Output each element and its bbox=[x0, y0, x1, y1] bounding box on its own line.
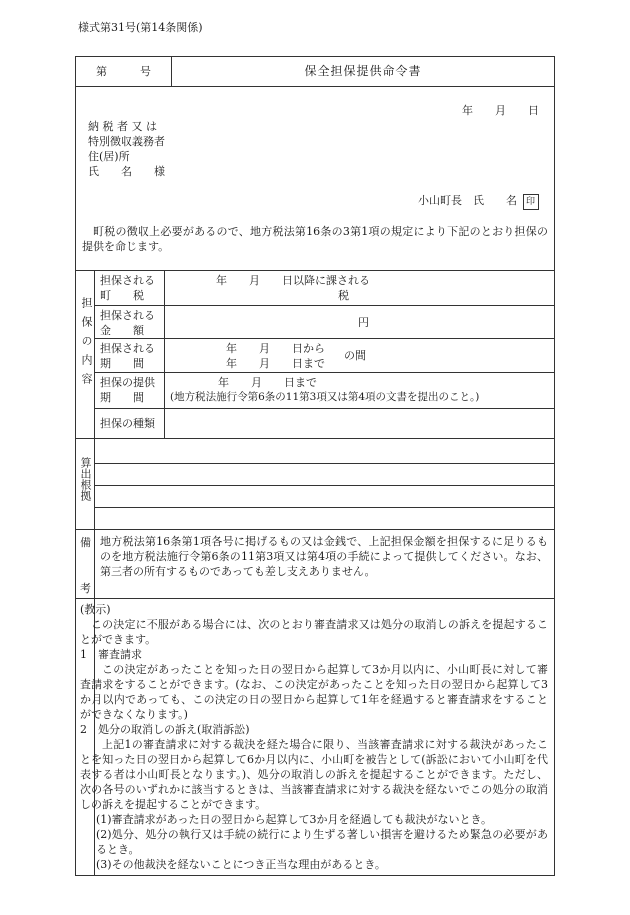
row1-label bbox=[100, 273, 155, 303]
row1-label-2: 町 税 bbox=[100, 289, 144, 302]
issuer-name: 小山町長 氏 名 bbox=[418, 194, 517, 207]
row4-value-1: 年 月 日まで bbox=[218, 376, 317, 389]
row2-label-2: 金 額 bbox=[100, 324, 144, 337]
row1-value-2: 税 bbox=[338, 289, 349, 302]
row4-label-2: 期 間 bbox=[100, 391, 144, 404]
row4-value-2: (地方税法施行令第6条の11第3項又は第4項の文書を提出のこと。) bbox=[170, 391, 480, 403]
content-side-label: 担保の内容 bbox=[80, 297, 93, 392]
addressee-block bbox=[88, 119, 165, 179]
form-number: 様式第31号(第14条関係) bbox=[78, 21, 203, 34]
seal-mark: 印 bbox=[523, 194, 539, 210]
instruction-heading: (教示) bbox=[80, 603, 111, 616]
row3-label bbox=[100, 341, 155, 371]
instruction-item2-title: 2 処分の取消しの訴え(取消訴訟) bbox=[80, 723, 250, 736]
row1-label-1: 担保される bbox=[100, 274, 155, 287]
row1-value-1: 年 月 日以降に課される bbox=[216, 274, 370, 287]
instruction-sub-3: (3)その他裁決を経ないことにつき正当な理由があるとき。 bbox=[96, 858, 386, 871]
row2-value: 円 bbox=[358, 316, 369, 329]
row3-suffix: の間 bbox=[344, 349, 366, 362]
row4-label-1: 担保の提供 bbox=[100, 376, 155, 389]
remarks-side-label-top: 備 bbox=[80, 536, 91, 549]
order-text: 町税の徴収上必要があるので、地方税法第16条の3第1項の規定により下記のとおり担保の提供を命じます。 bbox=[82, 225, 548, 253]
row2-label-1: 担保される bbox=[100, 309, 155, 322]
instruction-item1-text: この決定があったことを知った日の翌日から起算して3か月以内に、小山町長に対して審査請求をすることができます。(なお、この決定があったことを知った日の翌日から起算して3か月以内であっても、この決定の日の翌日から起算して1年を経過すると審査請求をすることができなくなります。) bbox=[80, 663, 548, 721]
row4-label bbox=[100, 375, 155, 405]
addressee-line-2: 特別徴収義務者 bbox=[88, 135, 165, 148]
document-title: 保全担保提供命令書 bbox=[304, 64, 422, 78]
calc-side-label: 算出根拠 bbox=[79, 457, 92, 501]
row3-value-1: 年 月 日から bbox=[226, 342, 325, 355]
number-label: 第 号 bbox=[96, 65, 151, 78]
instruction-sub-2: (2)処分、処分の執行又は手続の続行により生ずる著しい損害を避けるため緊急の必要があるとき。 bbox=[96, 828, 548, 856]
addressee-line-4: 氏 名 様 bbox=[88, 165, 165, 178]
document-frame bbox=[75, 56, 555, 876]
row3-value-2: 年 月 日まで bbox=[226, 357, 325, 370]
row5-label: 担保の種類 bbox=[100, 417, 155, 430]
addressee-line-3: 住(居)所 bbox=[88, 150, 130, 163]
issuer-line bbox=[418, 193, 539, 210]
date-line: 年 月 日 bbox=[462, 104, 539, 117]
instruction-item2-text: 上記1の審査請求に対する裁決を経た場合に限り、当該審査請求に対する裁決があったことを知った日の翌日から起算して6か月以内に、小山町を被告として(訴訟において小山町を代表する者は小山町長となります。)、処分の取消しの訴えを提起することができます。ただし、次の各号のいずれかに該当するときは、当該審査請求に対する裁決を経ないでこの処分の取消しの訴えを提起することができます。 bbox=[80, 738, 548, 811]
remarks-side-label-bottom: 考 bbox=[80, 582, 91, 595]
instruction-item1-title: 1 審査請求 bbox=[80, 648, 142, 661]
number-cell bbox=[76, 57, 171, 86]
row3-label-1: 担保される bbox=[100, 342, 155, 355]
row2-label bbox=[100, 308, 155, 338]
instruction-sub-1: (1)審査請求があった日の翌日から起算して3か月を経過しても裁決がないとき。 bbox=[96, 813, 493, 826]
addressee-line-1: 納 税 者 又 は bbox=[88, 120, 157, 133]
instruction-intro: この決定に不服がある場合には、次のとおり審査請求又は処分の取消しの訴えを提起することができます。 bbox=[80, 618, 548, 646]
remarks-text: 地方税法第16条第1項各号に掲げるもの又は金銭で、上記担保金額を担保するに足りるものを地方税法施行令第6条の11第3項又は第4項の手続によって提供してください。なお、第三者の所有するものであっても差し支えありません。 bbox=[100, 535, 548, 578]
row3-label-2: 期 間 bbox=[100, 357, 144, 370]
